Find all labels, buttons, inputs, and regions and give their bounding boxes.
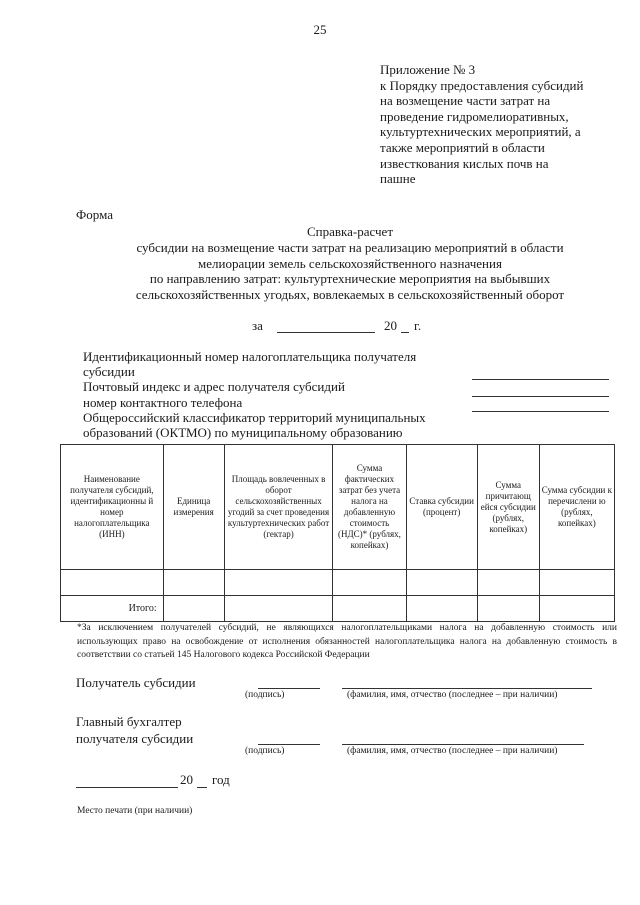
header-area: Площадь вовлеченных в оборот сельскохозяйственных угодий за счет проведения культуртехнических работ (гектар) [224, 445, 333, 570]
footnote: *За исключением получателей субсидий, не являющихся налогоплательщиками налога на добавленную стоимость или использующих право на освобождение от исполнения обязанностей налогоплательщика налога на добавленную стоимость в соответствии со статьей 145 Налогового кодекса Российской Федерации [77, 623, 617, 660]
page-number: 25 [313, 22, 327, 37]
document-title [60, 224, 640, 303]
signature-caption: (подпись) [245, 690, 285, 700]
period-date-field[interactable] [277, 332, 375, 333]
table-cell[interactable] [406, 596, 477, 622]
appendix-line: известкования кислых почв на [380, 155, 549, 171]
period-suffix: г. [414, 318, 422, 333]
recipient-signature-field[interactable] [258, 688, 320, 689]
title-line: сельскохозяйственных угодьях, вовлекаемых в сельскохозяйственный оборот [135, 287, 565, 303]
header-costs: Сумма фактических затрат без учета налога на добавленную стоимость (НДС)* (рублях, копейках) [333, 445, 406, 570]
date-year: 20 [180, 772, 193, 787]
table-cell[interactable] [477, 570, 539, 596]
table-cell[interactable] [163, 596, 224, 622]
title-line: по направлению затрат: культуртехнические мероприятия на выбывших [149, 271, 551, 287]
table-cell[interactable] [61, 570, 164, 596]
table-cell[interactable] [333, 596, 406, 622]
table-cell[interactable] [224, 570, 333, 596]
form-label: Форма [76, 207, 113, 222]
table-cell[interactable] [224, 596, 333, 622]
info-line: образований (ОКТМО) по муниципальному образованию [83, 425, 403, 441]
appendix-line: также мероприятий в области [380, 139, 545, 155]
appendix-line: на возмещение части затрат на [380, 93, 551, 109]
header-recipient: Наименование получателя субсидий, идентификационны й номер налогоплательщика (ИНН) [61, 445, 164, 570]
calculation-table [60, 444, 615, 622]
info-line: субсидии [83, 364, 135, 380]
table-cell[interactable] [477, 596, 539, 622]
accountant-label-2: получателя субсидии [76, 731, 194, 746]
signature-caption: (подпись) [245, 746, 285, 756]
table-cell[interactable] [539, 570, 614, 596]
title-line: субсидии на возмещение части затрат на реализацию мероприятий в области [136, 239, 564, 255]
name-caption: (фамилия, имя, отчество (последнее – при наличии) [347, 746, 558, 756]
recipient-label: Получатель субсидии [76, 675, 196, 690]
appendix-block [380, 62, 620, 187]
header-unit: Единица измерения [163, 445, 224, 570]
accountant-signature-field[interactable] [258, 744, 320, 745]
date-suffix: год [212, 772, 230, 787]
recipient-info [83, 349, 453, 440]
inn-field[interactable] [472, 379, 609, 380]
info-line: Общероссийский классификатор территорий муниципальных [83, 409, 426, 425]
table-cell[interactable] [539, 596, 614, 622]
appendix-line: к Порядку предоставления субсидий [380, 77, 584, 93]
date-field[interactable] [76, 787, 178, 788]
header-transfer-amount: Сумма субсидии к перечислени ю (рублях, копейках) [539, 445, 614, 570]
appendix-line: проведение гидромелиоративных, [380, 108, 569, 124]
info-line: Почтовый индекс и адрес получателя субсидий [83, 379, 345, 395]
date-year-field[interactable] [197, 787, 207, 788]
period-year-field[interactable] [401, 332, 409, 333]
phone-field[interactable] [472, 411, 609, 412]
title-line: мелиорации земель сельскохозяйственного назначения [198, 255, 502, 271]
period-year: 20 [384, 318, 397, 333]
recipient-name-field[interactable] [342, 688, 592, 689]
header-due-amount: Сумма причитающ ейся субсидии (рублях, копейках) [477, 445, 539, 570]
stamp-place: Место печати (при наличии) [77, 806, 193, 816]
table-cell[interactable] [406, 570, 477, 596]
title-line: Справка-расчет [306, 224, 394, 239]
address-field[interactable] [472, 396, 609, 397]
period-prefix: за [252, 318, 263, 333]
appendix-line: пашне [380, 171, 416, 187]
name-caption: (фамилия, имя, отчество (последнее – при наличии) [347, 690, 558, 700]
appendix-line: культуртехнических мероприятий, а [380, 124, 581, 140]
total-label: Итого: [61, 596, 164, 622]
table-cell[interactable] [163, 570, 224, 596]
table-total-row [61, 596, 615, 622]
header-rate: Ставка субсидии (процент) [406, 445, 477, 570]
info-line: номер контактного телефона [83, 394, 243, 410]
accountant-name-field[interactable] [342, 744, 584, 745]
table-header-row [61, 445, 615, 570]
accountant-label-1: Главный бухгалтер [76, 714, 182, 729]
table-row [61, 570, 615, 596]
appendix-title: Приложение № 3 [380, 62, 476, 77]
info-line: Идентификационный номер налогоплательщика получателя [83, 349, 417, 364]
table-cell[interactable] [333, 570, 406, 596]
